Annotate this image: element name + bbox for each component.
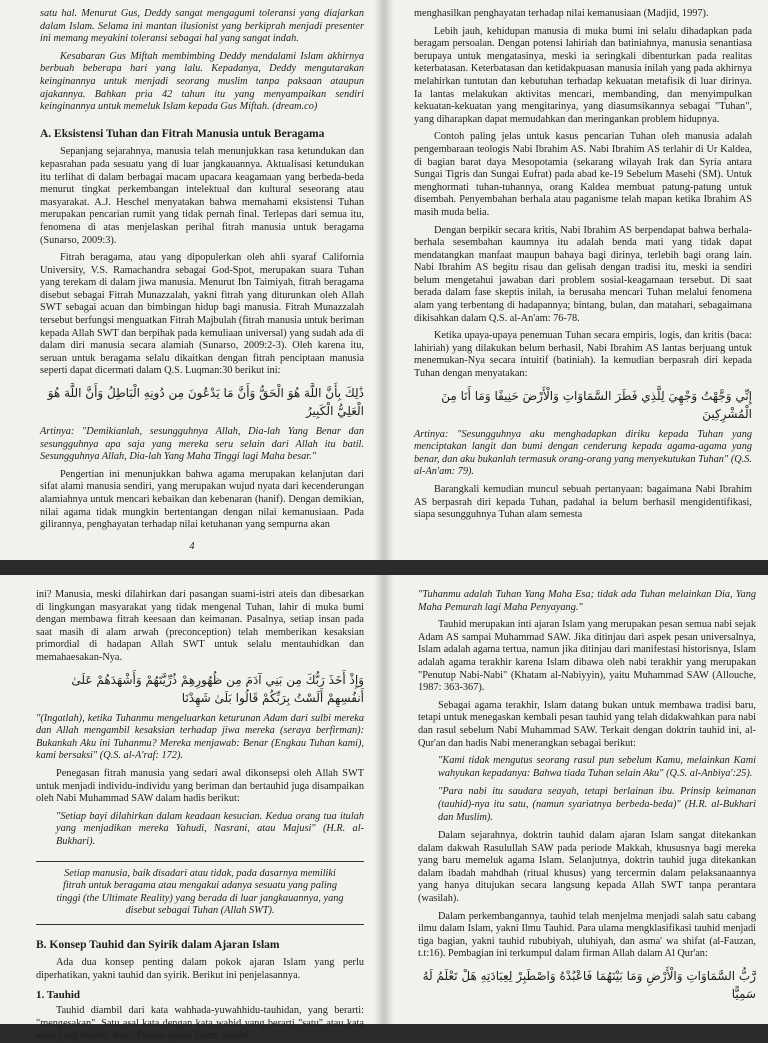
gutter-shadow [384, 575, 394, 1024]
gutter-shadow [374, 0, 384, 560]
body-paragraph: Barangkali kemudian muncul sebuah pertanyaan: bagaimana Nabi Ibrahim AS berpasrah diri kepada Tuhan, padahal ia belum berhasil mengidentifikasi, siapa sesungguhnya Tuhan alam semesta [414, 484, 752, 521]
body-paragraph: Tauhid merupakan inti ajaran Islam yang merupakan pesan semua nabi sejak Adam AS sampai Muhammad SAW. Jika ditinjau dari aspek pesan universalnya, Islam adalah agama tertua, namun jika ditinjau dari manifestasi historisnya, Islam adalah agama terakhir karena Islam dibawa oleh nabi terakhir yang merupakan "Penutup Nabi-Nabi" (Khatam al-Nabiyyin), yaitu Muhammad SAW (Allouche, 1987: 363-367). [418, 619, 756, 694]
body-paragraph: Ada dua konsep penting dalam pokok ajaran Islam yang perlu diperhatikan, yakni tauhid dan syirik. Berikut ini penjelasannya. [36, 957, 364, 982]
section-heading: B. Konsep Tauhid dan Syirik dalam Ajaran Islam [36, 938, 280, 951]
body-paragraph: Fitrah beragama, atau yang dipopulerkan oleh ahli syaraf California University, V.S. Ramachandra sebagai God-Spot, merupakan suara Tuhan yang terekam di dalam jiwa manusia. Menurut Ibn Taimiyah, fitrah beragama disebut sebagai Fitrah Munazzalah, yakni fitrah yang diturunkan oleh Allah SWT sebagai acuan dan bimbingan hidup bagi manusia. Fitrah Munazzalah tersebut berfungsi menguatkan Fitrah Majbulah (fitrah manusia untuk beriman kepada Allah SWT dan berpihak pada kemuliaan universal) yang sudah ada di dalam diri manusia secara alamiah (Sunarso, 2009:2-3). Oleh karena itu, seruan untuk beragama selalu dikaitkan dengan fitrah penciptaan manusia seperti dapat dicermati dalam Q.S. Luqman:30 berikut ini: [40, 252, 364, 377]
body-paragraph: Ketika upaya-upaya penemuan Tuhan secara empiris, logis, dan kritis (baca: lahiriah) yang dilakukan belum berhasil, Nabi Ibrahim AS lantas berjuang untuk menemukan-Nya secara intuitif (batiniah). Ia kemudian berpasrah diri kepada Tuhan dengan menyatakan: [414, 330, 752, 380]
section-heading: A. Eksistensi Tuhan dan Fitrah Manusia untuk Beragama [40, 127, 325, 140]
page-top-right [384, 0, 768, 560]
intro-paragraph: satu hal. Menurut Gus, Deddy sangat mengagumi toleransi yang diajarkan dalam Islam. Selama ini mantan ilusionist yang berkiprah menjadi presenter ini memang meyakini toleransi sebagai hal yang sangat indah. [40, 8, 364, 45]
page-bottom-right [384, 575, 768, 1024]
body-paragraph: Lebih jauh, kehidupan manusia di muka bumi ini selalu dihadapkan pada beragam persoalan. Dengan potensi lahiriah dan batiniahnya, manusia senantiasa berupaya untuk mengatasinya, meski ia seringkali dibenturkan pada realitas keterbatasan. Keterbatasan dan ketidakpuasan manusia inilah yang pada akhirnya melahirkan tuntutan dan kebutuhan terhadap kekuatan metafisik di luar dirinya. Ia lantas melakukan aktivitas mencari, membanding, dan menyimpulkan kekuatan-kekuatan yang mengitarinya, yang diasumsikannya sebagai "Tuhan", yang diharapkan dapat memudahkan dan meringankan problem hidupnya. [414, 25, 752, 125]
verse-translation: Artinya: "Sesungguhnya aku menghadapkan diriku kepada Tuhan yang menciptakan langit dan bumi dengan cenderung kepada agama-agama yang benar, dan aku bukanlah termasuk orang-orang yang menyekutukan Tuhan" (Q.S. al-An'am: 79). [414, 428, 752, 478]
body-paragraph: Dalam perkembangannya, tauhid telah menjelma menjadi salah satu cabang ilmu dalam Islam, yakni Ilmu Tauhid. Para ulama mengklasifikasi tauhid menjadi tiga bagian, yakni tauhid rububiyah, uluhiyah, dan asma' wa shifat (al-Fauzan, t.t:16). Pembagian ini terkumpul dalam firman Allah dalam Al Qur'an: [418, 910, 756, 960]
callout-box: Setiap manusia, baik disadari atau tidak, pada dasarnya memiliki fitrah untuk beragama atau mengakui adanya sesuatu yang paling tinggi (the Ultimate Reality) yang berada di luar jangkauannya, yang disebut sebagai Tuhan (Allah SWT). [36, 861, 364, 925]
page-top-left [0, 0, 384, 560]
body-paragraph: Penegasan fitrah manusia yang sedari awal dikonsepsi oleh Allah SWT untuk menjadi individu-individu yang beriman dan bertauhid juga disampaikan oleh Nabi Muhammad SAW dalam hadis berikut: [36, 767, 364, 805]
hadis-quote: "Para nabi itu saudara seayah, tetapi berlainan ibu. Prinsip keimanan (tauhid)-nya itu satu, (namun syariatnya berbeda-beda)" (H.R. al-Bukhari dan Muslim). [438, 786, 756, 823]
arabic-verse: ذَٰلِكَ بِأَنَّ اللَّهَ هُوَ الْحَقُّ وَأَنَّ مَا يَدْعُونَ مِن دُونِهِ الْبَاطِلُ وَأَنَّ اللَّهَ هُوَ الْعَلِيُّ الْكَبِيرُ [47, 386, 364, 419]
body-paragraph: Sebagai agama terakhir, Islam datang bukan untuk membawa tradisi baru, tetapi untuk menegaskan kembali pesan tauhid yang telah didakwahkan para nabi dan rasul sebelum Nabi Muhammad SAW. Terkait dengan doktrin tauhid ini, al-Qur'an dan hadis Nabi menerangkan sebagai berikut: [418, 699, 756, 749]
body-paragraph: Sepanjang sejarahnya, manusia telah menunjukkan rasa ketundukan dan kepasrahan pada sesuatu yang di luar jangkauannya. Aktualisasi ketundukan itu terlihat di dalam berbagai macam upacara keagamaan yang berbeda-beda menurut tingkat perkembangan intelektual dan kultural seseorang atau masyarakat. A.J. Heschel menyatakan bahwa memahami eksistensi Tuhan merupakan pencarian rumit yang tidak pernah final. Terlepas dari semua itu, fenomena di atas menjelaskan perihal fitrah manusia untuk beragama (Sunarso, 2009:3). [40, 146, 364, 246]
subsection-heading: 1. Tauhid [36, 988, 81, 1001]
verse-translation: "Tuhanmu adalah Tuhan Yang Maha Esa; tidak ada Tuhan melainkan Dia, Yang Maha Pemurah lagi Maha Penyayang." [418, 589, 756, 613]
page-number: 4 [189, 541, 195, 553]
hadis-quote: "Setiap bayi dilahirkan dalam keadaan kesucian. Kedua orang tua itulah yang menjadikan mereka Yahudi, Nasrani, atau Majusi" (H.R. al-Bukhari). [56, 810, 364, 847]
body-paragraph: menghasilkan penghayatan terhadap nilai kemanusiaan (Madjid, 1997). [414, 8, 709, 19]
verse-translation: Artinya: "Demikianlah, sesungguhnya Allah, Dia-lah Yang Benar dan sesungguhnya apa saja yang mereka seru selain dari Allah itu batil. Sesungguhnya Allah, Dia-lah Yang Maha Tinggi lagi Maha besar." [40, 426, 364, 463]
page-bottom-left [0, 575, 384, 1042]
arabic-verse: رَّبُّ السَّمَاوَاتِ وَالْأَرْضِ وَمَا بَيْنَهُمَا فَاعْبُدْهُ وَاصْطَبِرْ لِعِبَادَتِهِ هَلْ تَعْلَمُ لَهُ سَمِيًّا [422, 969, 756, 1002]
body-paragraph: Contoh paling jelas untuk kasus pencarian Tuhan oleh manusia adalah pengembaraan teologis Nabi Ibrahim AS. Nabi Ibrahim AS terlahir di Ur Kaldea, di bagian barat daya Mesopotamia (sekarang wilayah Irak dan Syria antara Sungai Tigris dan Sungai Eufrat) pada abad ke-19 Sebelum Masehi (SM). Untuk menghormati tuhan-tuhannya, orang Kaldea membuat patung-patung untuk disembah. Penyembahan berhala atau paganisme telah mapan ketika Ibrahim AS masih muda belia. [414, 131, 752, 218]
verse-translation: "(Ingatlah), ketika Tuhanmu mengeluarkan keturunan Adam dari sulbi mereka dan Allah mengambil kesaksian terhadap jiwa mereka (seraya berfirman): Bukankah Aku ini Tuhanmu? Mereka menjawab: Benar (Engkau Tuhan kami), kami bersaksi" (Q.S. al-A'raf: 172). [36, 712, 364, 762]
body-paragraph: Dalam sejarahnya, doktrin tauhid dalam ajaran Islam sangat ditekankan dalam dakwah Rasulullah SAW pada periode Makkah, khususnya bagi mereka yang baru memeluk agama Islam. Selanjutnya, doktrin tauhid juga ditekankan dalam ibadah mahdhah (ritual khusus) yang tercermin dalam pelaksanaannya yang hanya ditujukan secara langsung kepada Allah SWT tanpa perantara (wasilah). [418, 830, 756, 905]
body-paragraph: Pengertian ini menunjukkan bahwa agama merupakan kelanjutan dari sifat alami manusia sendiri, yang merupakan wujud nyata dari kecenderungan alamiahnya untuk mencari kebaikan dan kebenaran (hanif). Dengan demikian, nilai agama tidak mungkin bertentangan dengan nilai kemanusiaan. Pada gilirannya, penghayatan terhadap nilai ketuhanan yang sempurna akan [40, 468, 364, 531]
verse-quote: "Kami tidak mengutus seorang rasul pun sebelum Kamu, melainkan Kami wahyukan kepadanya: Bahwa tiada Tuhan selain Aku" (Q.S. al-Anbiya':25). [438, 755, 756, 779]
arabic-verse: وَإِذْ أَخَذَ رَبُّكَ مِن بَنِي آدَمَ مِن ظُهُورِهِمْ ذُرِّيَّتَهُمْ وَأَشْهَدَهُمْ عَلَىٰ أَنفُسِهِمْ أَلَسْتُ بِرَبِّكُمْ قَالُوا بَلَىٰ شَهِدْنَا [71, 672, 364, 705]
body-paragraph: ini? Manusia, meski dilahirkan dari pasangan suami-istri ateis dan dibesarkan di lingkungan masyarakat yang tidak mengenal Tuhan, lahir di muka bumi dengan membawa fitrah keesaan dan keimanan. Pasalnya, setiap insan pada saat masih di alam arwah (preconception) telah memberikan kesaksian primordial di hadapan Allah SWT untuk selalu mentauhidkan dan memahaesakan-Nya. [36, 589, 364, 663]
gutter-shadow [374, 575, 384, 1024]
gutter-shadow [384, 0, 394, 560]
arabic-verse: إِنِّي وَجَّهْتُ وَجْهِيَ لِلَّذِي فَطَرَ السَّمَاوَاتِ وَالْأَرْضَ حَنِيفًا وَمَا أَنَا مِنَ الْمُشْرِكِينَ [441, 388, 752, 421]
body-paragraph: Dengan berpikir secara kritis, Nabi Ibrahim AS berpendapat bahwa berhala-berhala sesembahan kaumnya itu adalah benda mati yang tidak dapat mendatangkan manfaat maupun bahaya bagi dirinya, terlebih bagi orang lain. Nabi Ibrahim AS begitu risau dan gelisah dengan tradisi itu, meski ia sendiri belum mengetahui jawaban dari problem sosial-keagamaan tersebut. Di saat berada dalam fase skeptis inilah, ia berusaha mencari Tuhan melalui fenomena alam yang terbentang di hadapannya; bintang, bulan, dan matahari, sebagaimana dikisahkan dalam Q.S. al-An'am: 76-78. [414, 224, 752, 324]
intro-paragraph: Kesabaran Gus Miftah membimbing Deddy mendalami Islam akhirnya berbuah beberapa hari yang lalu. Kepadanya, Deddy mengutarakan keinginannya untuk menjadi seorang muslim tanpa paksaan ataupun ajakannya. Bahkan pria 42 tahun itu yang menyampaikan sendiri keinginannya untuk memeluk Islam kepada Gus Miftah. (dream.co) [40, 50, 364, 113]
body-paragraph: Tauhid diambil dari kata wahhada-yuwahhidu-tauhidan, yang berarti: "mengesakan". Satu asal kata dengan kata wahid yang berarti "satu" atau kata ahad yang berarti "esa". Dalam ajaran Islam, tauhid [36, 1005, 364, 1042]
